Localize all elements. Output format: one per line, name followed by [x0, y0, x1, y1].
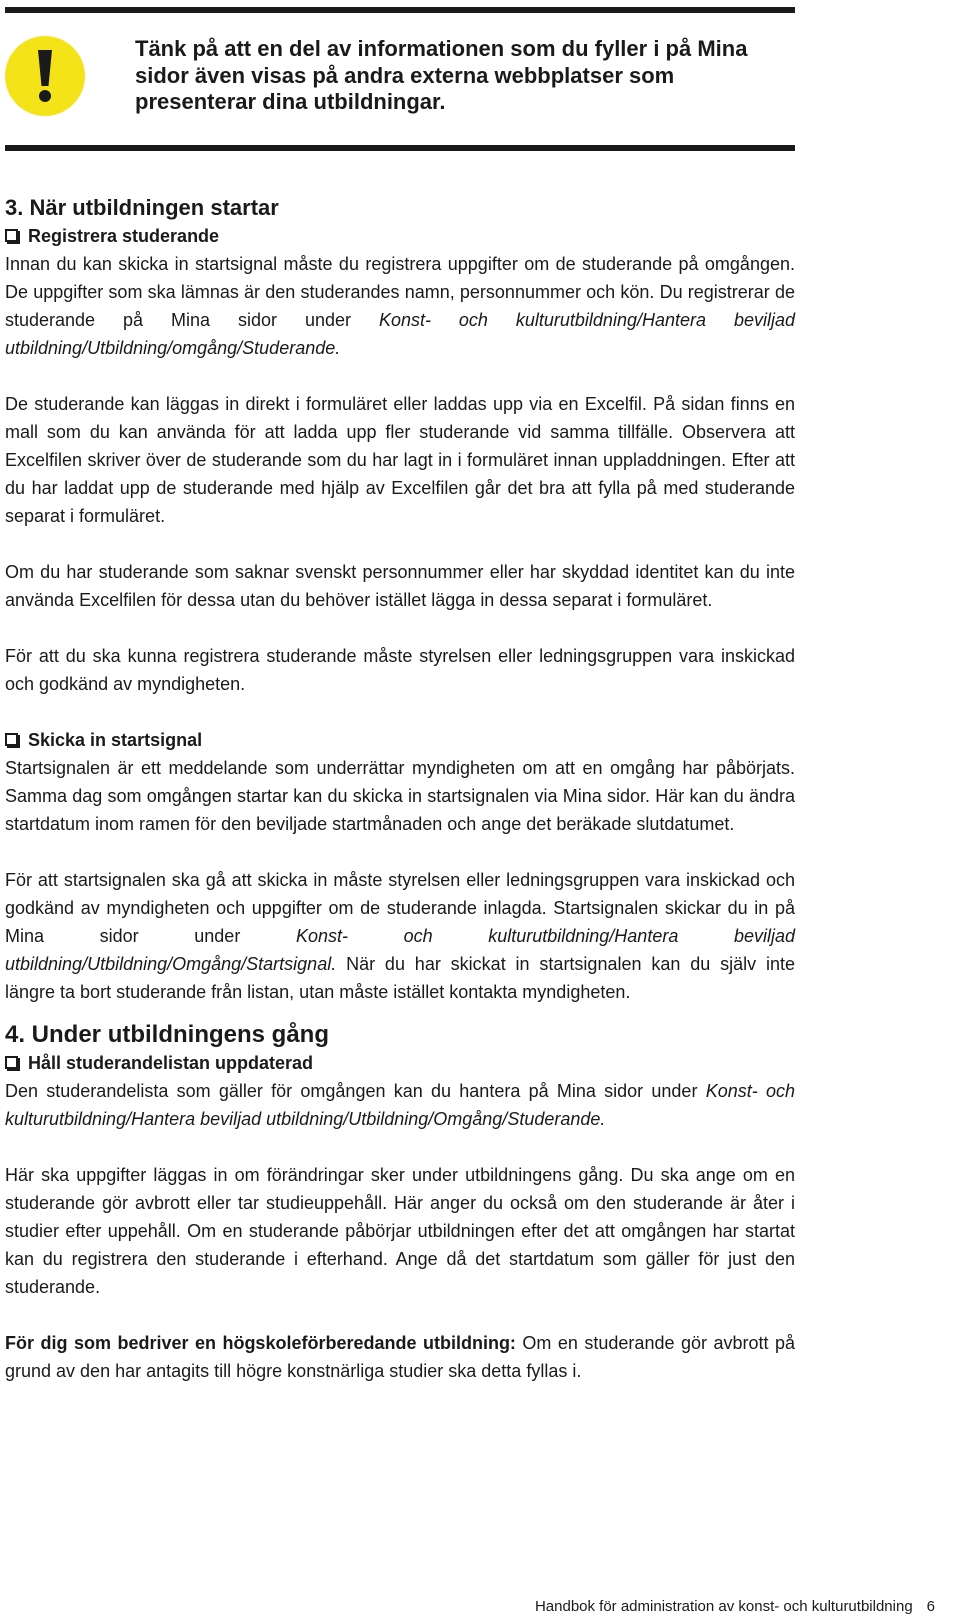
path-text: Konst- och kulturutbildning/Hantera beviljad utbildning/Utbildning/Omgång/Startsignal.: [5, 926, 796, 974]
paragraph-text: För att startsignalen ska gå att skicka in måste styrelsen eller ledningsgruppen vara inskickad och godkänd av myndigheten och uppgifter om de studerande inlagda. Startsignalen skickar du in på Mina sidor under: [5, 870, 795, 946]
paragraph: [5, 250, 795, 362]
main-content: [5, 194, 795, 1413]
subsection-registrera-heading: [5, 222, 795, 250]
paragraph-text: Om en studerande gör avbrott på grund av den har antagits till högre konstnärliga studier ska detta fyllas i.: [5, 1333, 795, 1381]
top-rule: [5, 7, 795, 13]
paragraph: Här ska uppgifter läggas in om förändringar sker under utbildningens gång. Du ska ange om en studerande gör avbrott eller tar studieuppehåll. Här anger du också om den studerande är åter i studier efter uppehåll. Om en studerande påbörjar utbildningen efter det att omgången har startat kan du registrera den studerande i efterhand. Ange då det startdatum som gäller för just den studerande.: [5, 1165, 795, 1297]
paragraph: [5, 1329, 795, 1385]
subsection-startsignal-heading: [5, 726, 795, 754]
paragraph-text: Den studerandelista som gäller för omgången kan du hantera på Mina sidor under: [5, 1081, 706, 1101]
page-footer: [535, 1598, 935, 1615]
subsection-studerandelista-title: Håll studerandelistan uppdaterad: [28, 1053, 314, 1073]
subsection-startsignal-title: Skicka in startsignal: [28, 730, 203, 750]
path-text: Konst- och kulturutbildning/Hantera beviljad utbildning/Utbildning/Omgång/Studerande.: [5, 1081, 796, 1129]
paragraph: Om du har studerande som saknar svenskt personnummer eller har skyddad identitet kan du inte använda Excelfilen för dessa utan du behöver istället lägga in dessa separat i formuläret.: [5, 562, 795, 610]
subsection-studerandelista-heading: [5, 1049, 795, 1077]
path-text: Konst- och kulturutbildning/Hantera beviljad utbildning/Utbildning/omgång/Studerande.: [5, 310, 795, 358]
section-3-heading: 3. När utbildningen startar: [5, 195, 279, 220]
bold-lead: För dig som bedriver en högskoleförberedande utbildning:: [5, 1333, 516, 1353]
paragraph: [5, 866, 795, 1006]
checkbox-icon: [5, 733, 18, 746]
bottom-rule: [5, 145, 795, 151]
paragraph-text: När du har skickat in startsignalen kan du själv inte längre ta bort studerande från listan, utan måste istället kontakta myndigheten.: [5, 954, 795, 1002]
paragraph: [5, 1077, 795, 1133]
page-number: 6: [926, 1598, 935, 1615]
paragraph: De studerande kan läggas in direkt i formuläret eller laddas upp via en Excelfil. På sidan finns en mall som du kan använda för att ladda upp fler studerande vid samma tillfälle. Observera att Excelfilen skriver över de studerande som du har lagt in i formuläret innan uppladdningen. Efter att du har laddat upp de studerande med hjälp av Excelfilen går det bra att fylla på med studerande separat i formuläret.: [5, 394, 795, 526]
exclamation-icon: [5, 36, 85, 116]
paragraph: Startsignalen är ett meddelande som underrättar myndigheten om att en omgång har påbörjats. Samma dag som omgången startar kan du skicka in startsignalen via Mina sidor. Här kan du ändra startdatum inom ramen för den beviljade startmånaden och ange det beräkade slutdatumet.: [5, 758, 795, 834]
paragraph: För att du ska kunna registrera studerande måste styrelsen eller ledningsgruppen vara inskickad och godkänd av myndigheten.: [5, 646, 795, 694]
notice-text: Tänk på att en del av informationen som du fyller i på Mina sidor även visas på andra externa webbplatser som presenterar dina utbildningar.: [135, 36, 748, 114]
paragraph-text: Innan du kan skicka in startsignal måste du registrera uppgifter om de studerande på omgången. De uppgifter som ska lämnas är den studerandes namn, personnummer och kön. Du registrerar de studerande på Mina sidor under: [5, 254, 795, 330]
footer-title: Handbok för administration av konst- och kulturutbildning: [534, 1598, 913, 1615]
checkbox-icon: [5, 1056, 18, 1069]
checkbox-icon: [5, 229, 18, 242]
section-4-heading: 4. Under utbildningens gång: [5, 1021, 329, 1048]
subsection-registrera-title: Registrera studerande: [28, 226, 220, 246]
